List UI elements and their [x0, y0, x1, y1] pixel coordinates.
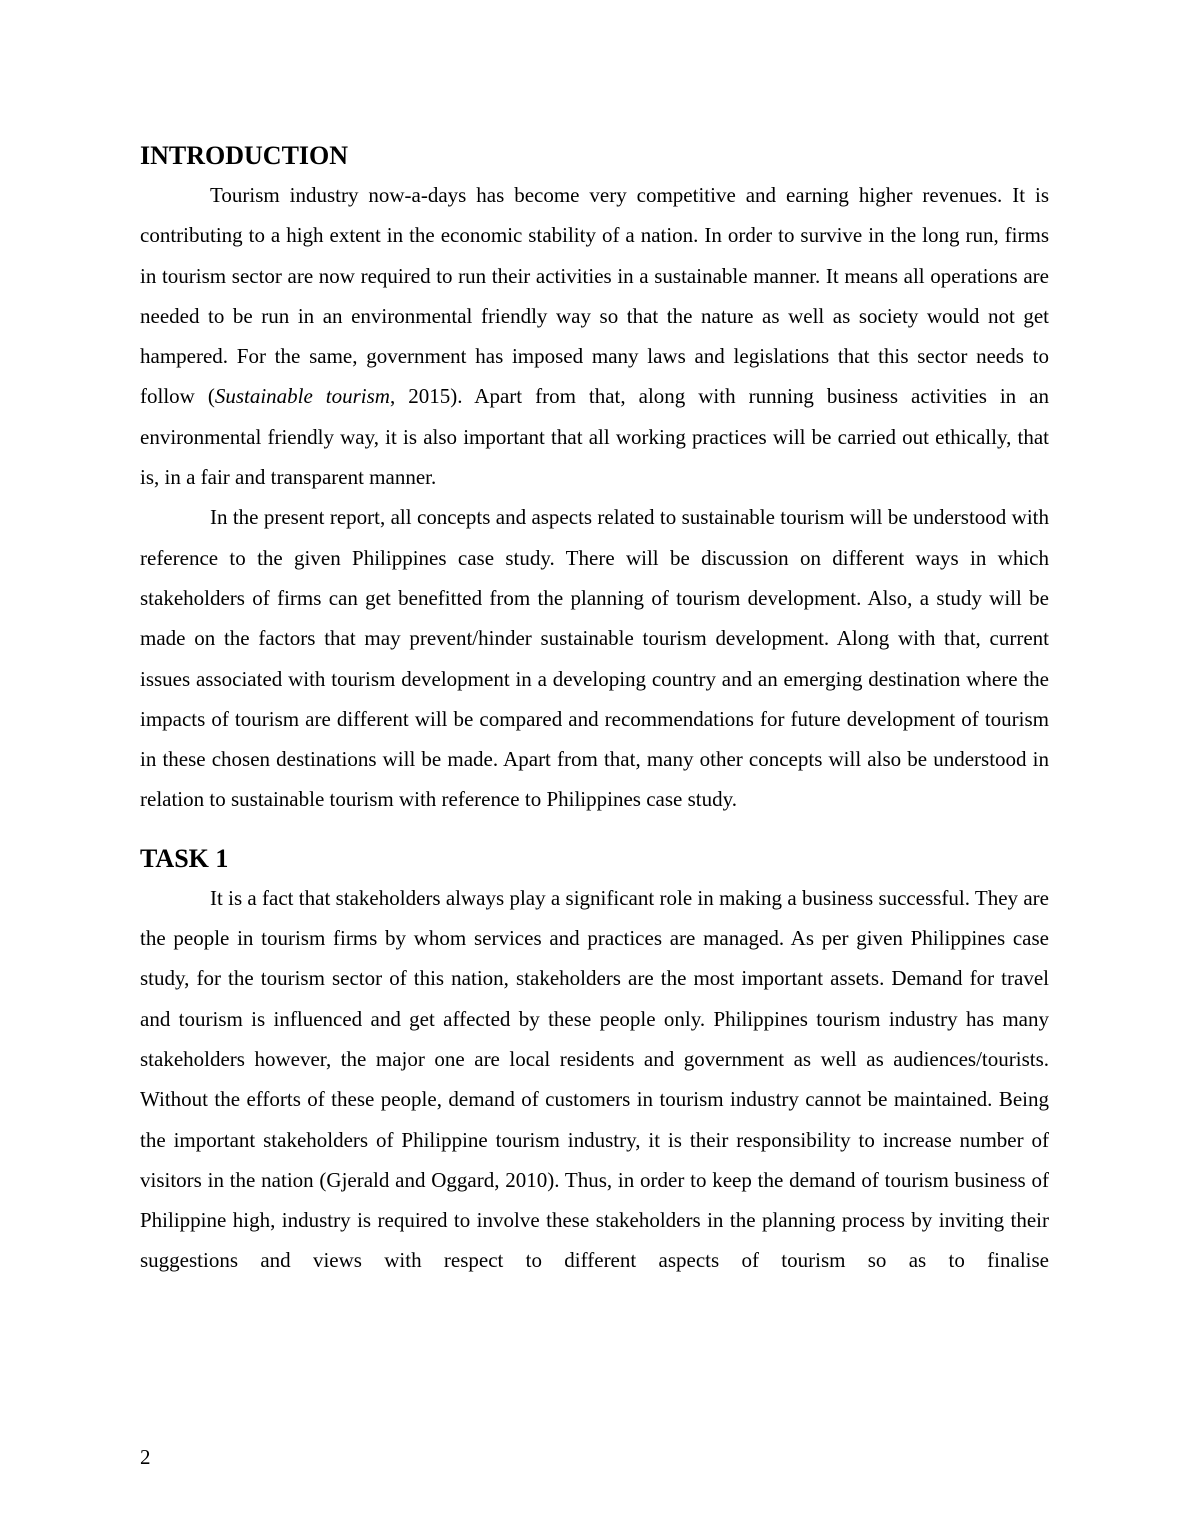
intro-paragraph-1-text-a: Tourism industry now-a-days has become very competitive and earning higher revenues. It is contributing to a high extent in the economic stability of a nation. In order to survive in the long run, firms in tourism sector are now required to run their activities in a sustainable manner. It means all operations are needed to be run in an environmental friendly way so that the nature as well as society would not get hampered. For the same, government has imposed many laws and legislations that this sector needs to follow (	[140, 183, 1049, 409]
intro-citation-italic: Sustainable tourism	[214, 384, 390, 409]
intro-paragraph-1-text-b: , 2015). Apart from that, along with running business activities in an environmental friendly way, it is also important that all working practices will be carried out ethically, that is, in a fair and transparent manner.	[140, 384, 1049, 490]
task-1-paragraph-1: It is a fact that stakeholders always play a significant role in making a business successful. They are the people in tourism firms by whom services and practices are managed. As per given Philippines case study, for the tourism sector of this nation, stakeholders are the most important assets. Demand for travel and tourism is influenced and get affected by these people only. Philippines tourism industry has many stakeholders however, the major one are local residents and government as well as audiences/tourists. Without the efforts of these people, demand of customers in tourism industry cannot be maintained. Being the important stakeholders of Philippine tourism industry, it is their responsibility to increase number of visitors in the nation (Gjerald and Oggard, 2010). Thus, in order to keep the demand of tourism business of Philippine high, industry is required to involve these stakeholders in the planning process by inviting their suggestions and views with respect to different aspects of tourism so as to finalise	[140, 885, 1049, 1273]
document-body	[140, 138, 1049, 1281]
intro-paragraph-2: In the present report, all concepts and aspects related to sustainable tourism will be understood with reference to the given Philippines case study. There will be discussion on different ways in which stakeholders of firms can get benefitted from the planning of tourism development. Also, a study will be made on the factors that may prevent/hinder sustainable tourism development. Along with that, current issues associated with tourism development in a developing country and an emerging destination where the impacts of tourism are different will be compared and recommendations for future development of tourism in these chosen destinations will be made. Apart from that, many other concepts will also be understood in relation to sustainable tourism with reference to Philippines case study.	[140, 505, 1049, 812]
page-number: 2	[140, 1445, 151, 1469]
introduction-heading: INTRODUCTION	[140, 141, 349, 170]
intro-paragraph-1	[140, 175, 1049, 497]
task-1-heading: TASK 1	[140, 843, 229, 873]
